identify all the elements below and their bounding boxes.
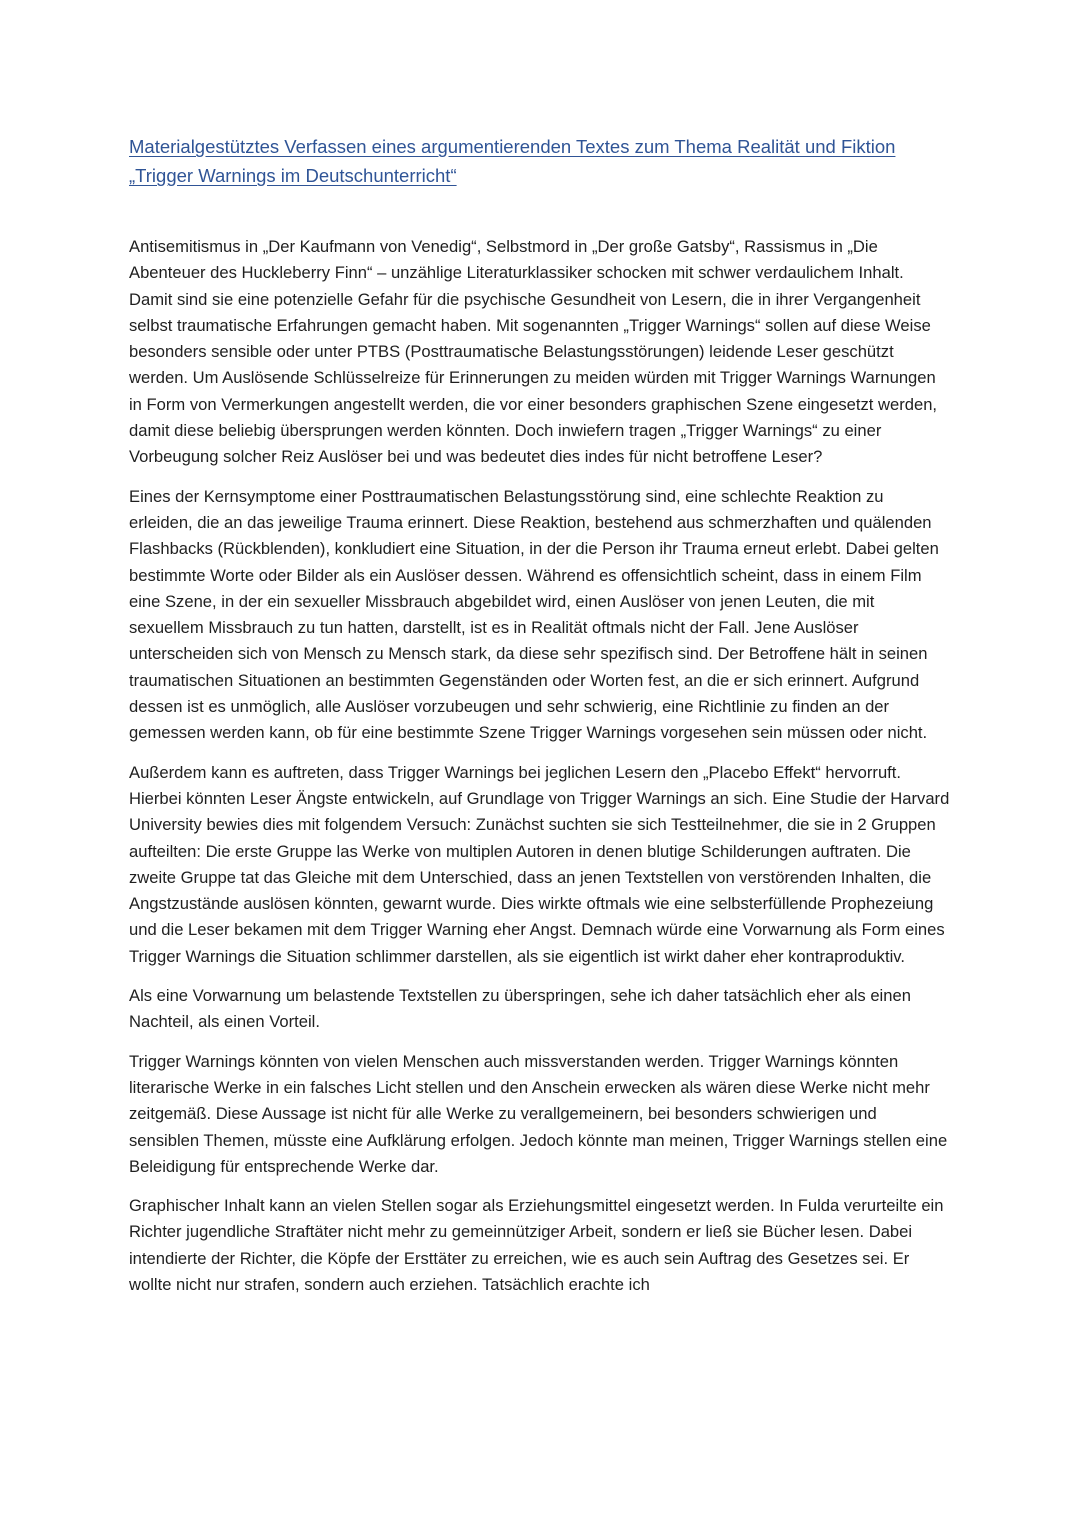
title-line-1: Materialgestütztes Verfassen eines argumentierenden Textes zum Thema Realität und Fiktion xyxy=(129,136,896,157)
document-body xyxy=(129,132,951,1311)
paragraph-2: Eines der Kernsymptome einer Posttraumatischen Belastungsstörung sind, eine schlechte Reaktion zu erleiden, die an das jeweilige Trauma erinnert. Diese Reaktion, bestehend aus schmerzhaften und quälenden Flashbacks (Rückblenden), konkludiert eine Situation, in der die Person ihr Trauma erneut erlebt. Dabei gelten bestimmte Worte oder Bilder als ein Auslöser dessen. Während es offensichtlich scheint, dass in einem Film eine Szene, in der ein sexueller Missbrauch abgebildet wird, einen Auslöser von jenen Leuten, die mit sexuellem Missbrauch zu tun hatten, darstellt, ist es in Realität oftmals nicht der Fall. Jene Auslöser unterscheiden sich von Mensch zu Mensch stark, da diese sehr spezifisch sind. Der Betroffene hält in seinen traumatischen Situationen an bestimmten Gegenständen oder Worten fest, an die er sich erinnert. Aufgrund dessen ist es unmöglich, alle Auslöser vorzubeugen und sehr schwierig, eine Richtlinie zu finden an der gemessen werden kann, ob für eine bestimmte Szene Trigger Warnings vorgesehen sein müssen oder nicht. xyxy=(129,486,939,743)
paragraph-6: Graphischer Inhalt kann an vielen Stellen sogar als Erziehungsmittel eingesetzt werden. In Fulda verurteilte ein Richter jugendliche Straftäter nicht mehr zu gemeinnütziger Arbeit, sondern er ließ sie Bücher lesen. Dabei intendierte der Richter, die Köpfe der Ersttäter zu erreichen, wie es auch sein Auftrag des Gesetzes sei. Er wollte nicht nur strafen, sondern auch erziehen. Tatsächlich erachte ich xyxy=(129,1196,944,1294)
paragraph-5: Trigger Warnings könnten von vielen Menschen auch missverstanden werden. Trigger Warnings könnten literarische Werke in ein falsches Licht stellen und den Anschein erwecken als wären diese Werke nicht mehr zeitgemäß. Diese Aussage ist nicht für alle Werke zu verallgemeinern, bei besonders schwierigen und sensiblen Themen, müsste eine Aufklärung erfolgen. Jedoch könnte man meinen, Trigger Warnings stellen eine Beleidigung für entsprechende Werke dar. xyxy=(129,1051,948,1176)
title-line-2: „Trigger Warnings im Deutschunterricht“ xyxy=(129,165,457,186)
paragraph-1: Antisemitismus in „Der Kaufmann von Venedig“, Selbstmord in „Der große Gatsby“, Rassismus in „Die Abenteuer des Huckleberry Finn“ – unzählige Literaturklassiker schocken mit schwer verdaulichem Inhalt. Damit sind sie eine potenzielle Gefahr für die psychische Gesundheit von Lesern, die in ihrer Vergangenheit selbst traumatische Erfahrungen gemacht haben. Mit sogenannten „Trigger Warnings“ sollen auf diese Weise besonders sensible oder unter PTBS (Posttraumatische Belastungsstörungen) leidende Leser geschützt werden. Um Auslösende Schlüsselreize für Erinnerungen zu meiden würden mit Trigger Warnings Warnungen in Form von Vermerkungen angestellt werden, die vor einer besonders graphischen Szene eingesetzt werden, damit diese beliebig übersprungen werden könnten. Doch inwiefern tragen „Trigger Warnings“ zu einer Vorbeugung solcher Reiz Auslöser bei und was bedeutet dies indes für nicht betroffene Leser? xyxy=(129,237,938,467)
paragraph-4: Als eine Vorwarnung um belastende Textstellen zu überspringen, sehe ich daher tatsächlich eher als einen Nachteil, als einen Vorteil. xyxy=(129,986,911,1032)
document-title xyxy=(129,132,951,190)
paragraph-3: Außerdem kann es auftreten, dass Trigger Warnings bei jeglichen Lesern den „Placebo Effekt“ hervorruft. Hierbei könnten Leser Ängste entwickeln, auf Grundlage von Trigger Warnings an sich. Eine Studie der Harvard University bewies dies mit folgendem Versuch: Zunächst suchten sie sich Testteilnehmer, die sie in 2 Gruppen aufteilten: Die erste Gruppe las Werke von multiplen Autoren in denen blutige Schilderungen auftraten. Die zweite Gruppe tat das Gleiche mit dem Unterschied, dass an jenen Textstellen von verstörenden Inhalten, die Angstzustände auslösen könnten, gewarnt wurde. Dies wirkte oftmals wie eine selbsterfüllende Prophezeiung und die Leser bekamen mit dem Trigger Warning eher Angst. Demnach würde eine Vorwarnung als Form eines Trigger Warnings die Situation schlimmer darstellen, als sie eigentlich ist wirkt daher eher kontraproduktiv. xyxy=(129,762,950,966)
